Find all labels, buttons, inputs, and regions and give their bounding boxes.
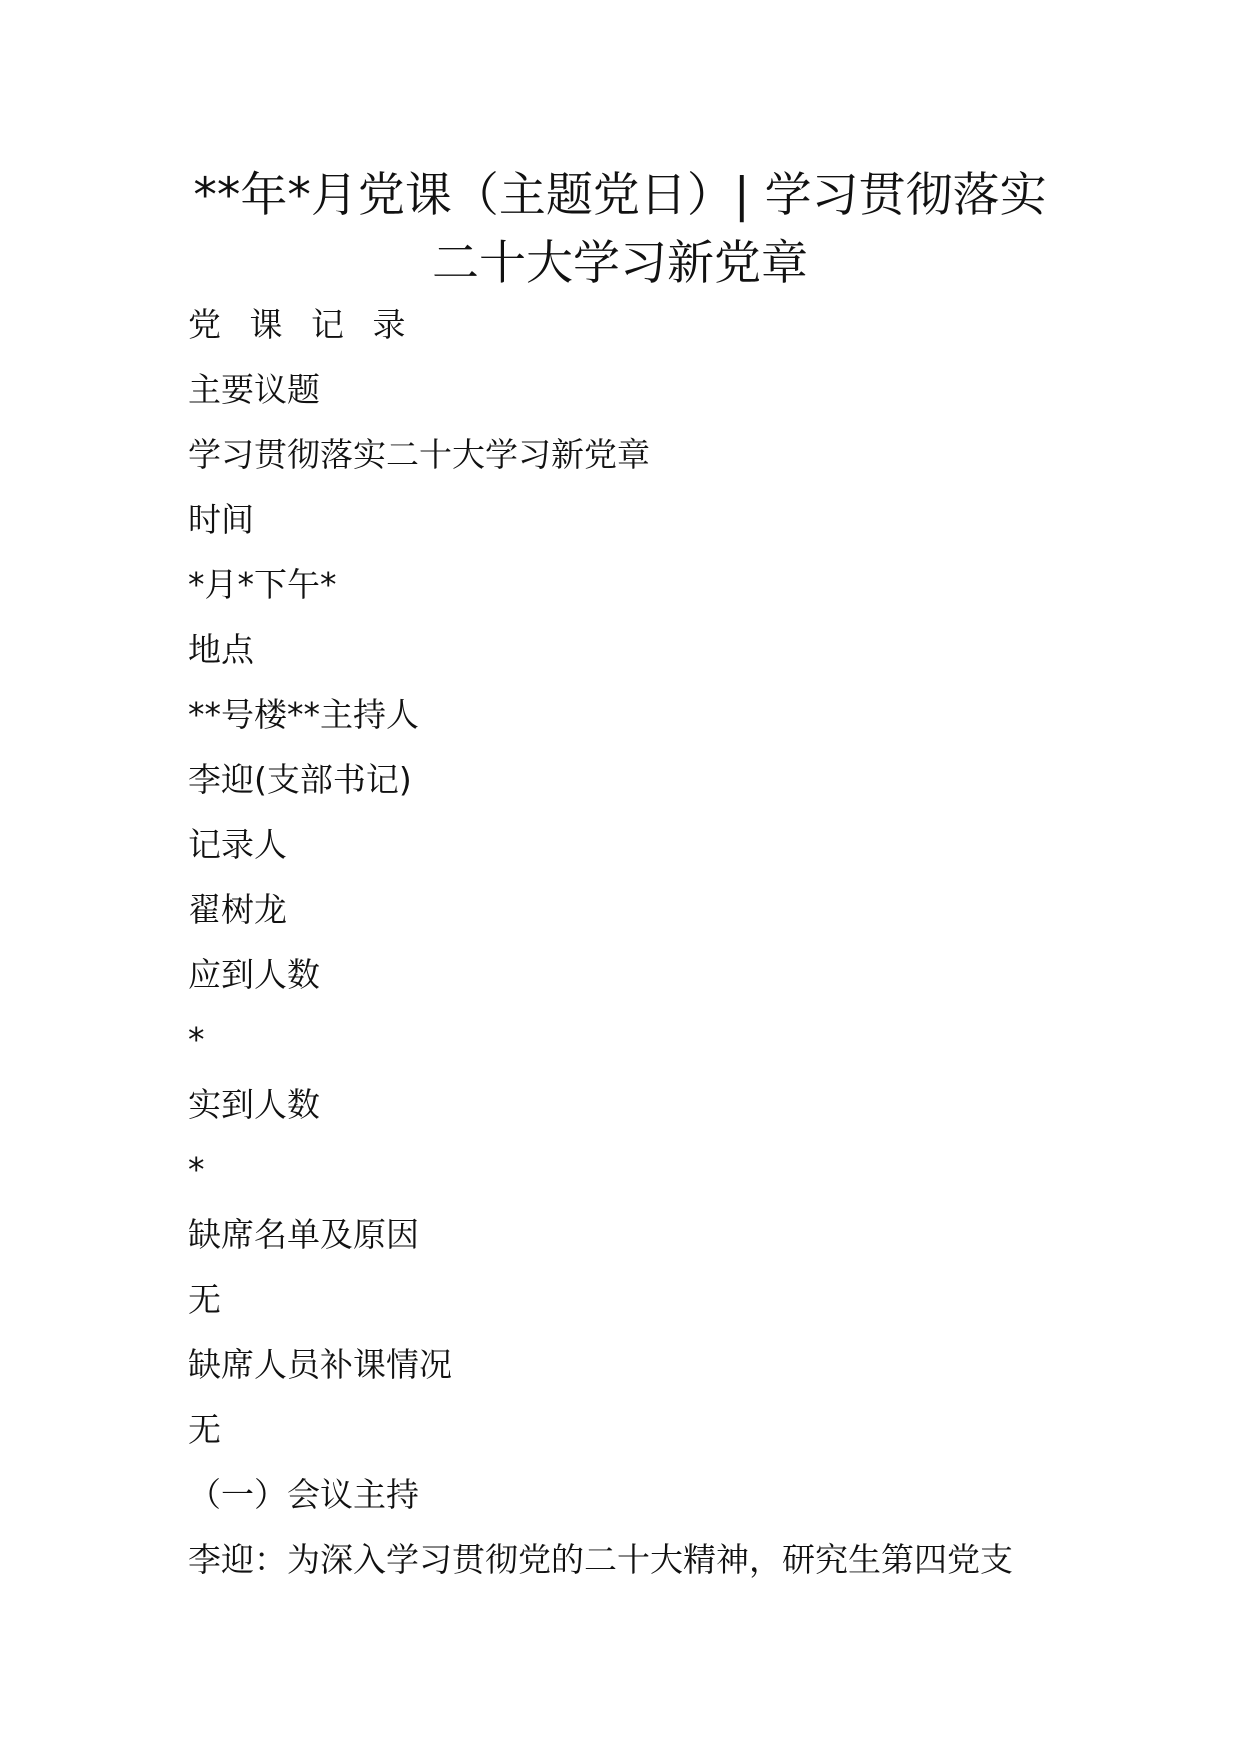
field-value-location-and-host-label: **号楼**主持人	[188, 695, 419, 734]
field-label-location: 地点	[188, 630, 254, 669]
document-title-line-2: 二十大学习新党章	[432, 236, 808, 291]
field-label-expected-attendance: 应到人数	[188, 955, 320, 994]
document-body	[188, 302, 1088, 1602]
section-heading-dangke-jilu: 党 课 记 录	[188, 305, 415, 344]
field-value-expected-attendance: *	[188, 1020, 205, 1059]
field-value-recorder: 翟树龙	[188, 890, 287, 929]
field-label-actual-attendance: 实到人数	[188, 1085, 320, 1124]
field-value-host: 李迎(支部书记)	[188, 760, 412, 799]
field-value-actual-attendance: *	[188, 1150, 205, 1189]
field-label-recorder: 记录人	[188, 825, 287, 864]
field-value-topic: 学习贯彻落实二十大学习新党章	[188, 435, 650, 474]
section-heading-meeting-host: （一）会议主持	[188, 1475, 419, 1514]
field-label-absentees: 缺席名单及原因	[188, 1215, 419, 1254]
field-label-topic: 主要议题	[188, 370, 320, 409]
field-value-absentees: 无	[188, 1280, 221, 1319]
paragraph-text: 李迎：为深入学习贯彻党的二十大精神，研究生第四党支	[188, 1540, 1013, 1579]
document-title-line-1: **年*月党课（主题党日）| 学习贯彻落实	[193, 168, 1047, 223]
field-value-makeup: 无	[188, 1410, 221, 1449]
field-value-time: *月*下午*	[188, 565, 337, 604]
field-label-time: 时间	[188, 500, 254, 539]
field-label-makeup: 缺席人员补课情况	[188, 1345, 452, 1384]
